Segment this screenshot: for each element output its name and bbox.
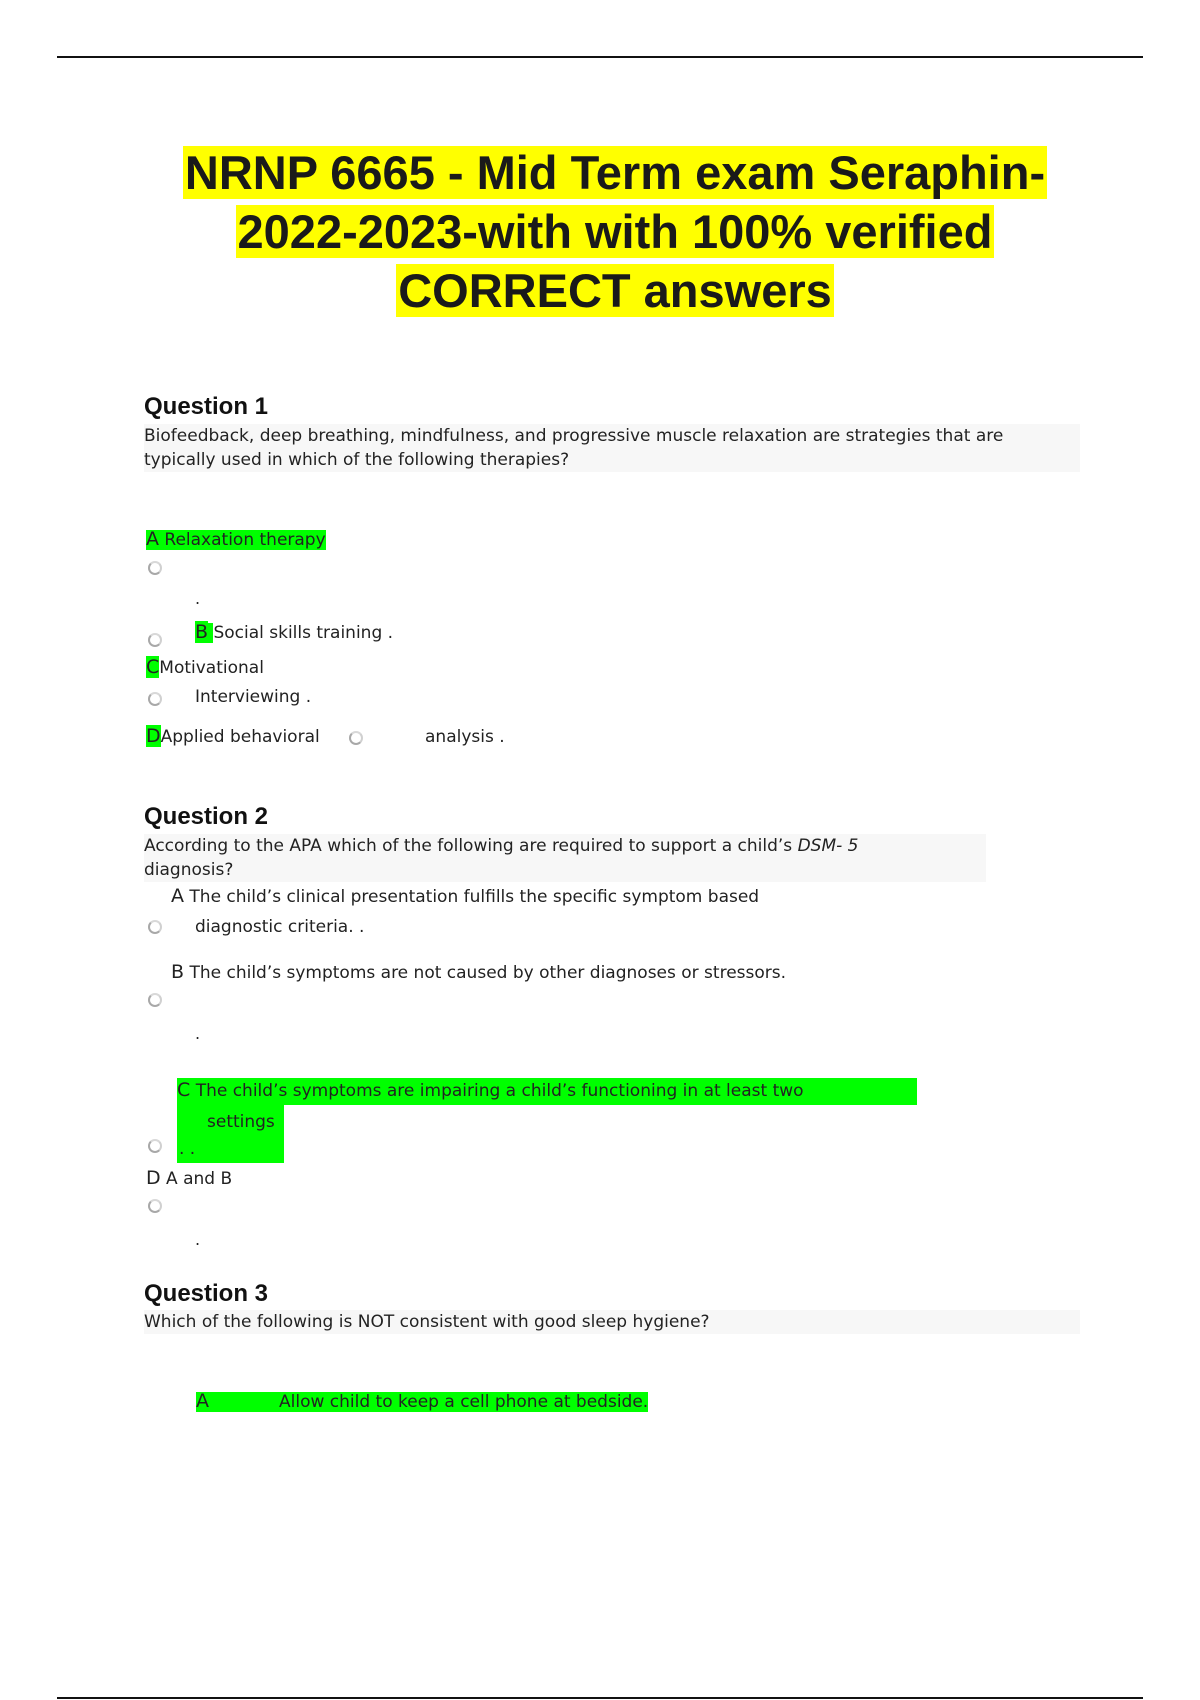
q2-option-c-text-2: settings xyxy=(207,1112,275,1132)
question-1-text xyxy=(144,424,1080,472)
q1-option-d-text-2: analysis . xyxy=(425,727,505,747)
question-1-heading: Question 1 xyxy=(144,393,269,420)
q1-option-c-text-2: Interviewing . xyxy=(195,687,312,707)
q1-option-b-radio[interactable] xyxy=(148,633,162,647)
q2-option-d-period: . xyxy=(195,1230,201,1249)
q2-option-a-letter: A xyxy=(171,885,184,907)
question-3-text-line-1: Which of the following is NOT consistent with good sleep hygiene? xyxy=(144,1312,710,1332)
q2-option-b-text: The child’s symptoms are not caused by other diagnoses or stressors. xyxy=(189,963,787,983)
top-rule xyxy=(57,56,1143,58)
q2-option-c-text-3: . . xyxy=(179,1139,196,1159)
q2-option-a xyxy=(171,885,759,907)
q2-option-a-text: The child’s clinical presentation fulfills the specific symptom based xyxy=(189,887,760,907)
q2-option-c xyxy=(177,1079,804,1101)
question-2-dsm-term: DSM- 5 xyxy=(797,836,859,856)
question-2-text-line-1 xyxy=(144,834,986,858)
q2-option-d xyxy=(146,1167,232,1189)
q1-option-a-letter: A xyxy=(146,528,159,550)
q2-option-b xyxy=(171,961,786,983)
q1-option-a-period: . xyxy=(195,589,201,608)
q1-option-d-text: Applied behavioral xyxy=(160,727,320,747)
q1-option-b-text: Social skills training . xyxy=(213,623,394,643)
question-2-text-line-1-main: According to the APA which of the following are required to support a child’s xyxy=(144,836,793,856)
q1-option-b-letter: B xyxy=(195,621,209,643)
q3-option-a-letter: A xyxy=(196,1390,209,1412)
q1-option-d-radio[interactable] xyxy=(349,731,363,745)
question-2-text xyxy=(144,834,986,882)
q3-option-a xyxy=(196,1390,648,1412)
q2-option-b-radio[interactable] xyxy=(148,993,162,1007)
q1-option-c-radio[interactable] xyxy=(148,692,162,706)
q1-option-b xyxy=(195,621,393,643)
bottom-rule xyxy=(57,1697,1143,1699)
q1-option-c xyxy=(146,656,264,678)
question-2-text-line-2: diagnosis? xyxy=(144,860,234,880)
question-1-text-line-1: Biofeedback, deep breathing, mindfulness, and progressive muscle relaxation are strategies that are xyxy=(144,426,1004,446)
q2-option-c-letter: C xyxy=(177,1079,191,1101)
q2-option-d-radio[interactable] xyxy=(148,1199,162,1213)
q1-option-c-letter: C xyxy=(146,656,160,678)
q2-option-d-text: A and B xyxy=(166,1169,233,1189)
question-2-heading: Question 2 xyxy=(144,803,269,830)
q1-option-d-letter: D xyxy=(146,725,161,747)
question-3-text xyxy=(144,1310,1080,1334)
title-line-3: CORRECT answers xyxy=(398,264,832,317)
title-line-2: 2022-2023-with with 100% verified xyxy=(237,205,993,258)
q2-option-a-text-2: diagnostic criteria. . xyxy=(195,917,365,937)
q2-option-c-radio[interactable] xyxy=(148,1139,162,1153)
q2-option-b-letter: B xyxy=(171,961,185,983)
q1-option-d xyxy=(146,725,320,747)
q2-option-c-text: The child’s symptoms are impairing a child’s functioning in at least two xyxy=(195,1081,804,1101)
q1-option-c-text: Motivational xyxy=(159,658,264,678)
q2-option-d-letter: D xyxy=(146,1167,161,1189)
q2-option-a-radio[interactable] xyxy=(148,920,162,934)
q2-option-b-period: . xyxy=(195,1024,201,1043)
question-1-text-line-2: typically used in which of the following therapies? xyxy=(144,450,570,470)
title-line-1: NRNP 6665 - Mid Term exam Seraphin- xyxy=(184,146,1046,199)
document-title xyxy=(120,143,1110,320)
question-3-heading: Question 3 xyxy=(144,1280,269,1307)
q1-option-a-text: Relaxation therapy xyxy=(164,530,326,550)
q3-option-a-text: Allow child to keep a cell phone at bedside. xyxy=(279,1392,649,1412)
q1-option-a-radio[interactable] xyxy=(148,561,162,575)
q1-option-a xyxy=(146,528,326,550)
